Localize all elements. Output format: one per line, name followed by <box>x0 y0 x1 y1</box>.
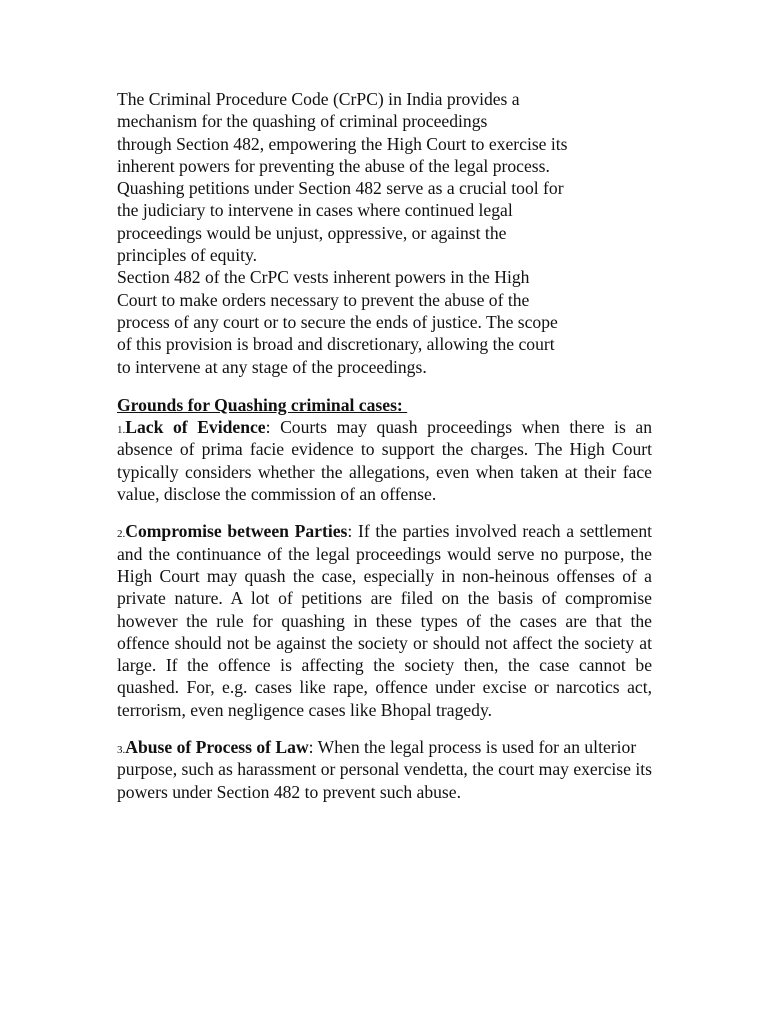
intro-section <box>117 88 652 378</box>
list-number: 3. <box>117 744 126 757</box>
text-line: proceedings would be unjust, oppressive, or against the <box>117 222 507 243</box>
text-line: mechanism for the quashing of criminal proceedings <box>117 111 488 132</box>
list-number: 1. <box>117 424 126 437</box>
ground-term: Compromise between Parties <box>125 521 348 542</box>
ground-term: Abuse of Process of Law <box>125 737 309 758</box>
grounds-heading: Grounds for Quashing criminal cases: <box>117 394 408 415</box>
text-line: process of any court or to secure the ends of justice. The scope <box>117 311 558 332</box>
text-line: Section 482 of the CrPC vests inherent powers in the High <box>117 267 530 288</box>
document-page <box>117 88 652 803</box>
text-line: The Criminal Procedure Code (CrPC) in India provides a <box>117 89 520 109</box>
text-line: Quashing petitions under Section 482 serve as a crucial tool for <box>117 178 564 199</box>
ground-description: : Courts may quash proceedings when there is an absence of prima facie evidence to support the charges. The High Court typically considers whether the allegations, even when taken at their face value, disclose the commission of an offense. <box>117 417 652 505</box>
text-line: through Section 482, empowering the High Court to exercise its <box>117 133 568 154</box>
ground-description: : If the parties involved reach a settlement and the continuance of the legal proceedings would serve no purpose, the High Court may quash the case, especially in non-heinous offenses of a private nature. A lot of petitions are filed on the basis of compromise however the rule for quashing in these types of the cases are that the offence should not be against the society or should not affect the society at large. If the offence is affecting the society then, the case cannot be quashed. For, e.g. cases like rape, offence under excise or narcotics act, terrorism, even negligence cases like Bhopal tragedy. <box>117 521 652 720</box>
text-line: the judiciary to intervene in cases where continued legal <box>117 200 513 221</box>
ground-term: Lack of Evidence <box>125 417 266 438</box>
ground-description: : When the legal process is used for an ulterior purpose, such as harassment or personal vendetta, the court may exercise its powers under Section 482 to prevent such abuse. <box>117 737 652 802</box>
intro-paragraph-1 <box>117 88 652 266</box>
intro-paragraph-2 <box>117 266 652 377</box>
text-line: Court to make orders necessary to prevent the abuse of the <box>117 289 530 310</box>
ground-item-abuse-of-process <box>117 736 652 803</box>
list-number: 2. <box>117 528 126 541</box>
text-line: to intervene at any stage of the proceedings. <box>117 356 427 377</box>
text-line: inherent powers for preventing the abuse of the legal process. <box>117 155 550 176</box>
ground-item-lack-of-evidence <box>117 416 652 505</box>
ground-item-compromise <box>117 520 652 721</box>
text-line: principles of equity. <box>117 245 258 266</box>
text-line: of this provision is broad and discretionary, allowing the court <box>117 334 555 355</box>
